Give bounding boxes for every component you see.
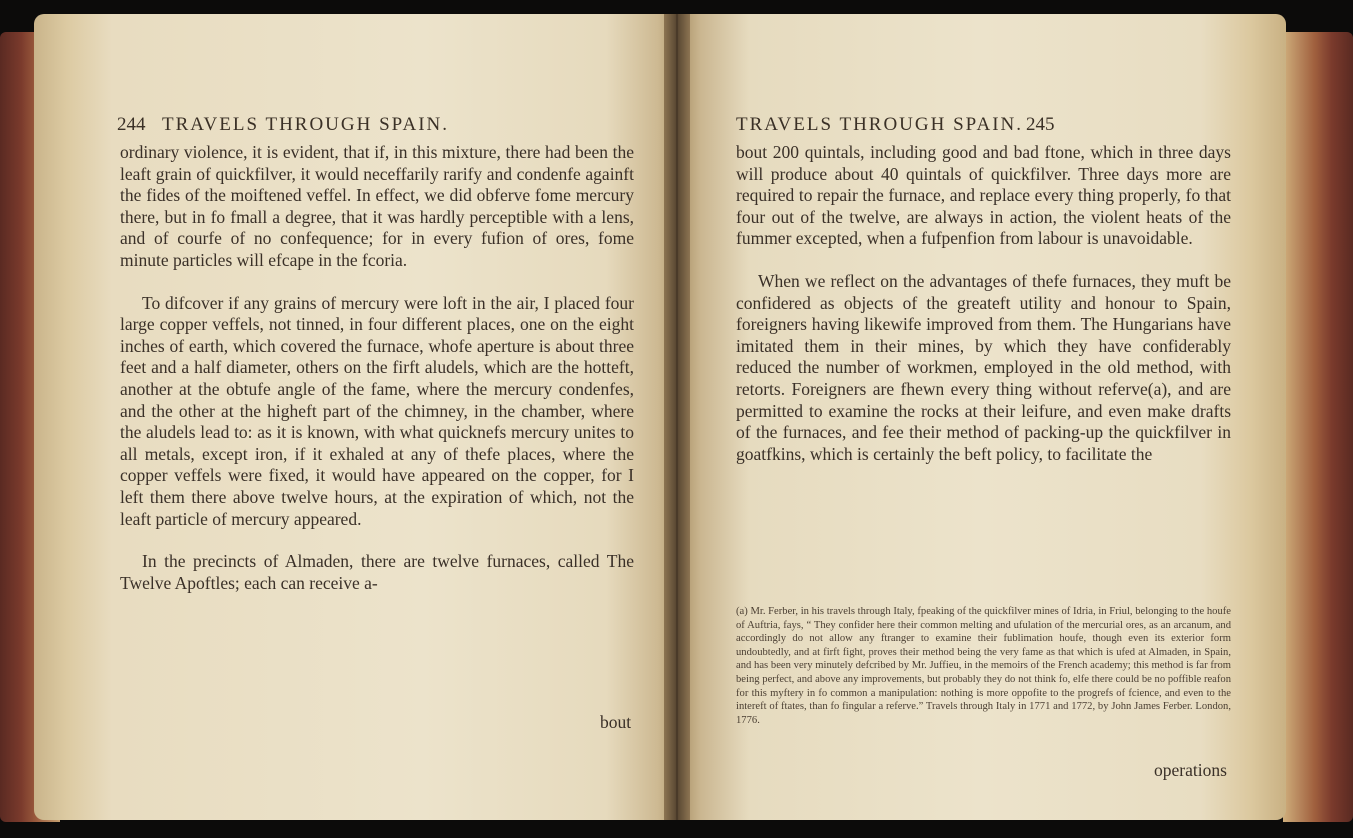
right-catchword: operations (1154, 760, 1227, 780)
right-paragraph-1: bout 200 quintals, including good and bad ftone, which in three days will produce about 40 quintals of quickfilver. Three days more are required to repair the furnace, and replace every thing properly, fo that four out of the twelve, are always in action, the violent heats of the fummer excepted, when a fufpenfion from labour is unavoidable. (736, 142, 1231, 249)
book-gutter (664, 14, 690, 820)
left-page-body (120, 142, 634, 594)
right-page-number: 245 (1026, 114, 1055, 135)
left-page-number: 244 (117, 114, 146, 135)
right-page (676, 14, 1286, 820)
left-paragraph-2: To difcover if any grains of mercury were loft in the air, I placed four large copper veffels, not tinned, in four different places, one on the eight inches of earth, which covered the furnace, whofe aperture is about three feet and a half diameter, others on the firft aludels, which are the hotteft, another at the obtufe angle of the fame, where the mercury condenfes, and the other at the higheft part of the chimney, in the chamber, where the aludels lead to: as it is known, with what quicknefs mercury unites to all metals, except iron, if it exhaled at any of thefe places, where the copper veffels were fixed, it would have appeared on the copper, for I left them there above twelve hours, at the expiration of which, not the leaft particle of mercury appeared. (120, 292, 634, 529)
left-paragraph-1: ordinary violence, it is evident, that if, in this mixture, there had been the leaft grain of quickfilver, it would neceffarily rarify and condenfe againft the fides of the moiftened veffel. In effect, we did obferve fome mercury there, but in fo fmall a degree, that it was hardly perceptible with a lens, and of courfe of no confequence; for in every fufion of ores, fome minute particles will efcape in the fcoria. (120, 142, 634, 270)
left-page (34, 14, 684, 820)
open-book (0, 14, 1353, 832)
right-running-head: TRAVELS THROUGH SPAIN. (736, 114, 1024, 135)
left-paragraph-3: In the precincts of Almaden, there are twelve furnaces, called The Twelve Apoftles; each can receive a- (120, 551, 634, 593)
right-page-body (736, 142, 1231, 465)
right-footnote: (a) Mr. Ferber, in his travels through Italy, fpeaking of the quickfilver mines of Idria, in Friul, belonging to the houfe of Auftria, fays, “ They confider here their common melting and ufulation of the mercurial ores, as an arcanum, and accordingly do not allow any ftranger to examine their fublimation houfe, though even its exterior form undoubtedly, and at firft fight, proves their method being the very fame as that which is ufed at Almaden, in Spain, and has been very minutely defcribed by Mr. Juffieu, in the memoirs of the French academy; this method is far from being perfect, and above any improvements, but probably they do not think fo, elfe there could be no poffible reafon for this myftery in fo common a manipulation: nothing is more oppofite to the progrefs of fcience, and even to the intereft of ftates, than fo fingular a referve.” Travels through Italy in 1771 and 1772, by John James Ferber. London, 1776. (736, 606, 1231, 726)
right-paragraph-2: When we reflect on the advantages of thefe furnaces, they muft be confidered as objects of the greateft utility and honour to Spain, foreigners having likewife improved from them. The Hungarians have imitated them in their mines, by which they have confiderably reduced the number of workmen, employed in the old method, with retorts. Foreigners are fhewn every thing without referve(a), and are permitted to examine the rocks at their leifure, and even make drafts of the furnaces, and fee their method of packing-up the quickfilver in goatfkins, which is certainly the beft policy, to facilitate the (736, 270, 1231, 464)
left-running-head: TRAVELS THROUGH SPAIN. (162, 114, 450, 135)
left-catchword: bout (600, 712, 632, 732)
right-cover-edge (1283, 32, 1353, 822)
